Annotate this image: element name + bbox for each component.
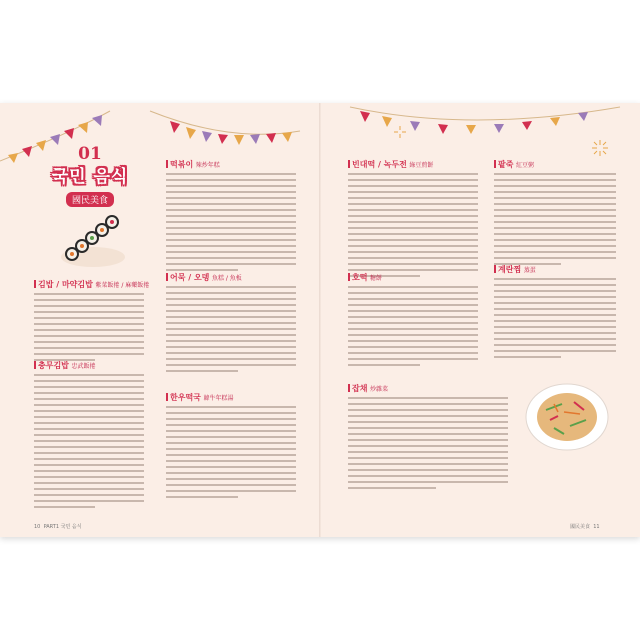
- bunting-left: [0, 103, 320, 163]
- title-bar: [348, 273, 350, 281]
- text-block: [348, 397, 508, 489]
- part-label: PART1 국민 음식: [43, 524, 82, 530]
- section-gyeranjjim: [494, 264, 616, 362]
- section-japchae: [348, 383, 508, 493]
- section-hanwoo: [166, 392, 296, 502]
- chapter-number: 01: [78, 144, 102, 164]
- chapter-header: [51, 144, 129, 207]
- title-bar: [166, 273, 168, 281]
- sparkle-icon: [592, 140, 608, 156]
- section-title-korean: 한우떡국: [170, 393, 201, 402]
- section-label-right: 國民美食: [570, 524, 591, 530]
- title-bar: [166, 160, 168, 168]
- section-title-korean: 어묵 / 오뎅: [170, 273, 210, 282]
- text-block: [348, 286, 478, 366]
- section-patjuk: [494, 159, 616, 269]
- title-bar: [348, 384, 350, 392]
- section-title-korean: 팥죽: [498, 160, 514, 169]
- section-title-chinese: 魚糕 / 魚板: [211, 275, 242, 282]
- chapter-title-korean: 국민 음식: [51, 167, 129, 187]
- title-bar: [494, 160, 496, 168]
- section-title-chinese: 蒸蛋: [523, 267, 536, 274]
- section-gimbap: [34, 279, 150, 365]
- section-bindaetteok: [348, 159, 478, 281]
- text-block: [166, 173, 296, 271]
- page-number-right: 11: [593, 524, 600, 530]
- text-block: [34, 293, 144, 361]
- section-title-chinese: 紫菜飯捲 / 麻藥飯捲: [95, 282, 150, 289]
- section-tteokbokki: [166, 159, 296, 275]
- title-bar: [34, 280, 36, 288]
- title-bar: [348, 160, 350, 168]
- text-block: [166, 286, 296, 372]
- japchae-illustration: [524, 382, 610, 452]
- text-block: [494, 278, 616, 358]
- footer-right: [570, 523, 600, 530]
- section-title-korean: 계란찜: [498, 265, 522, 274]
- gimbap-illustration: [58, 212, 128, 272]
- text-block: [348, 173, 478, 277]
- footer-left: [34, 523, 82, 530]
- sparkle-icon: [394, 126, 406, 138]
- text-block: [166, 406, 296, 498]
- section-title-korean: 호떡: [352, 273, 368, 282]
- section-title-chinese: 忠武飯捲: [71, 363, 96, 370]
- title-bar: [494, 265, 496, 273]
- section-title-korean: 빈대떡 / 녹두전: [352, 160, 407, 169]
- section-title-chinese: 韓牛年糕湯: [203, 395, 234, 402]
- section-eomuk: [166, 272, 296, 376]
- text-block: [494, 173, 616, 265]
- section-title-korean: 떡볶이: [170, 160, 194, 169]
- section-title-korean: 잡채: [352, 384, 368, 393]
- page-gutter: [319, 103, 321, 537]
- title-bar: [34, 361, 36, 369]
- chapter-title-chinese: 國民美食: [66, 192, 114, 207]
- section-hotteok: [348, 272, 478, 370]
- section-title-chinese: 炒雜菜: [370, 386, 389, 393]
- section-chungmu: [34, 360, 144, 512]
- title-bar: [166, 393, 168, 401]
- section-title-chinese: 綠豆煎餅: [409, 162, 434, 169]
- section-title-chinese: 紅豆粥: [516, 162, 535, 169]
- bunting-right: [320, 103, 640, 143]
- section-title-korean: 김밥 / 마약김밥: [38, 280, 93, 289]
- section-title-chinese: 糖餅: [370, 275, 383, 282]
- section-title-korean: 충무김밥: [38, 361, 69, 370]
- text-block: [34, 374, 144, 508]
- page-number-left: 10: [34, 524, 41, 530]
- section-title-chinese: 辣炒年糕: [195, 162, 220, 169]
